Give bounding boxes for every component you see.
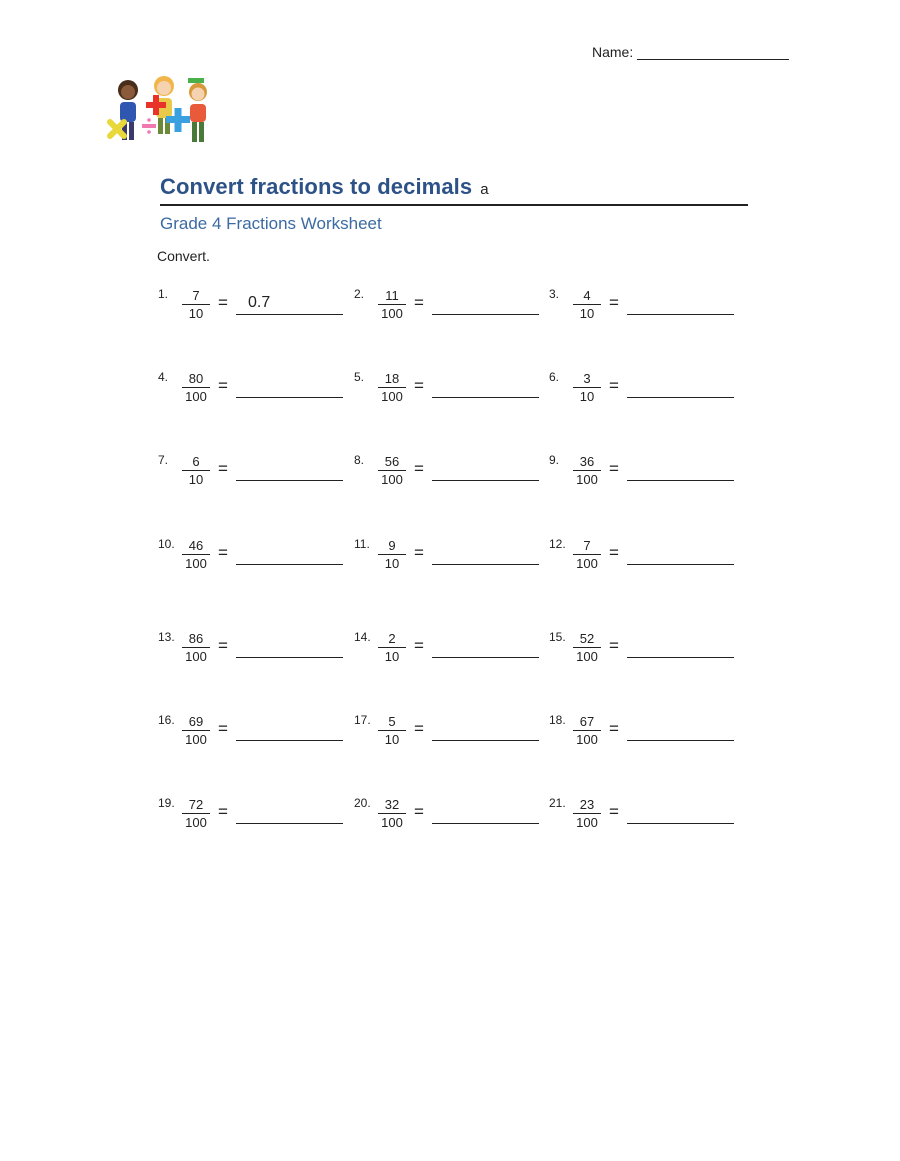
problem-number: 4. [158, 370, 169, 384]
denominator: 100 [576, 556, 598, 571]
numerator: 3 [573, 372, 601, 388]
answer-blank[interactable] [236, 636, 343, 658]
problem-18 [549, 713, 734, 753]
numerator: 32 [378, 798, 406, 814]
numerator: 7 [573, 539, 601, 555]
denominator: 10 [188, 306, 204, 321]
problem-number: 7. [158, 453, 169, 467]
problem-number: 2. [354, 287, 365, 301]
answer-blank[interactable] [627, 802, 734, 824]
numerator: 5 [378, 715, 406, 731]
problem-12 [549, 537, 734, 577]
equals-sign: = [609, 459, 619, 478]
numerator: 46 [182, 539, 210, 555]
problem-14 [354, 630, 539, 670]
equals-sign: = [414, 636, 424, 655]
answer-blank[interactable] [627, 293, 734, 315]
equals-sign: = [609, 376, 619, 395]
answer-blank[interactable] [432, 719, 539, 741]
equals-sign: = [218, 636, 228, 655]
numerator: 86 [182, 632, 210, 648]
fraction [182, 289, 210, 321]
numerator: 9 [378, 539, 406, 555]
denominator: 100 [185, 815, 207, 830]
kids-math-logo-icon [104, 74, 220, 154]
problem-6 [549, 370, 734, 410]
fraction [182, 798, 210, 830]
problem-number: 1. [158, 287, 169, 301]
fraction [378, 715, 406, 747]
problem-number: 14. [354, 630, 371, 644]
problem-20 [354, 796, 539, 836]
denominator: 10 [384, 556, 400, 571]
denominator: 10 [384, 649, 400, 664]
problem-number: 19. [158, 796, 175, 810]
fraction [378, 539, 406, 571]
problem-number: 21. [549, 796, 566, 810]
problem-number: 13. [158, 630, 175, 644]
numerator: 36 [573, 455, 601, 471]
equals-sign: = [414, 459, 424, 478]
fraction [378, 632, 406, 664]
equals-sign: = [414, 293, 424, 312]
fraction [182, 372, 210, 404]
equals-sign: = [609, 802, 619, 821]
numerator: 18 [378, 372, 406, 388]
numerator: 11 [378, 289, 406, 305]
problem-number: 9. [549, 453, 560, 467]
denominator: 10 [188, 472, 204, 487]
answer-blank[interactable]: 0.7 [236, 293, 343, 315]
equals-sign: = [218, 459, 228, 478]
answer-blank[interactable] [432, 636, 539, 658]
answer-blank[interactable] [627, 543, 734, 565]
answer-blank[interactable] [627, 719, 734, 741]
problem-number: 5. [354, 370, 365, 384]
fraction [573, 372, 601, 404]
answer-blank[interactable] [432, 459, 539, 481]
denominator: 100 [185, 389, 207, 404]
numerator: 80 [182, 372, 210, 388]
fraction [378, 798, 406, 830]
problem-19 [158, 796, 343, 836]
denominator: 10 [579, 306, 595, 321]
problem-number: 15. [549, 630, 566, 644]
fraction [573, 455, 601, 487]
answer-blank[interactable] [627, 636, 734, 658]
fraction [378, 455, 406, 487]
problem-number: 18. [549, 713, 566, 727]
problem-13 [158, 630, 343, 670]
fraction [573, 715, 601, 747]
equals-sign: = [414, 719, 424, 738]
equals-sign: = [609, 636, 619, 655]
denominator: 100 [576, 815, 598, 830]
denominator: 100 [185, 732, 207, 747]
name-label: Name: [592, 44, 634, 60]
equals-sign: = [218, 376, 228, 395]
problem-9 [549, 453, 734, 493]
denominator: 100 [576, 732, 598, 747]
title-bar [160, 174, 748, 206]
denominator: 10 [579, 389, 595, 404]
fraction [573, 289, 601, 321]
problem-number: 17. [354, 713, 371, 727]
problem-number: 16. [158, 713, 175, 727]
denominator: 100 [381, 306, 403, 321]
worksheet-subtitle: Grade 4 Fractions Worksheet [160, 214, 382, 233]
problem-number: 20. [354, 796, 371, 810]
numerator: 67 [573, 715, 601, 731]
fraction [182, 539, 210, 571]
fraction [378, 289, 406, 321]
worksheet-version: a [480, 181, 489, 198]
fraction [182, 632, 210, 664]
problem-10 [158, 537, 343, 577]
numerator: 56 [378, 455, 406, 471]
problem-3 [549, 287, 734, 327]
denominator: 100 [381, 815, 403, 830]
problem-5 [354, 370, 539, 410]
problem-number: 12. [549, 537, 566, 551]
problem-4 [158, 370, 343, 410]
answer-blank[interactable] [432, 293, 539, 315]
numerator: 52 [573, 632, 601, 648]
fraction [573, 798, 601, 830]
problem-1 [158, 287, 343, 327]
problem-number: 3. [549, 287, 560, 301]
problem-16 [158, 713, 343, 753]
equals-sign: = [609, 543, 619, 562]
worksheet-title: Convert fractions to decimals [160, 174, 473, 199]
equals-sign: = [218, 719, 228, 738]
denominator: 100 [185, 556, 207, 571]
fraction [573, 632, 601, 664]
numerator: 69 [182, 715, 210, 731]
numerator: 4 [573, 289, 601, 305]
denominator: 10 [384, 732, 400, 747]
fraction [378, 372, 406, 404]
equals-sign: = [218, 802, 228, 821]
equals-sign: = [609, 719, 619, 738]
equals-sign: = [218, 543, 228, 562]
denominator: 100 [381, 472, 403, 487]
denominator: 100 [576, 472, 598, 487]
problem-17 [354, 713, 539, 753]
answer-blank[interactable] [432, 376, 539, 398]
denominator: 100 [381, 389, 403, 404]
answer-blank[interactable] [236, 719, 343, 741]
numerator: 7 [182, 289, 210, 305]
problem-21 [549, 796, 734, 836]
answer-blank[interactable] [236, 376, 343, 398]
problem-number: 11. [354, 537, 370, 551]
name-field[interactable] [592, 44, 789, 60]
instruction-text: Convert. [157, 248, 210, 264]
problem-2 [354, 287, 539, 327]
answer-blank[interactable] [627, 376, 734, 398]
numerator: 2 [378, 632, 406, 648]
fraction [182, 715, 210, 747]
answer-blank[interactable] [627, 459, 734, 481]
answer-blank[interactable] [236, 802, 343, 824]
problem-8 [354, 453, 539, 493]
denominator: 100 [185, 649, 207, 664]
answer-blank[interactable] [432, 802, 539, 824]
problem-7 [158, 453, 343, 493]
fraction [573, 539, 601, 571]
numerator: 6 [182, 455, 210, 471]
denominator: 100 [576, 649, 598, 664]
name-blank[interactable] [637, 45, 789, 60]
answer-blank[interactable] [236, 459, 343, 481]
equals-sign: = [609, 293, 619, 312]
equals-sign: = [414, 376, 424, 395]
problem-11 [354, 537, 539, 577]
problem-number: 8. [354, 453, 365, 467]
problem-number: 10. [158, 537, 175, 551]
problem-15 [549, 630, 734, 670]
equals-sign: = [414, 802, 424, 821]
numerator: 23 [573, 798, 601, 814]
equals-sign: = [414, 543, 424, 562]
answer-blank[interactable] [236, 543, 343, 565]
answer-blank[interactable] [432, 543, 539, 565]
fraction [182, 455, 210, 487]
equals-sign: = [218, 293, 228, 312]
problem-number: 6. [549, 370, 560, 384]
numerator: 72 [182, 798, 210, 814]
